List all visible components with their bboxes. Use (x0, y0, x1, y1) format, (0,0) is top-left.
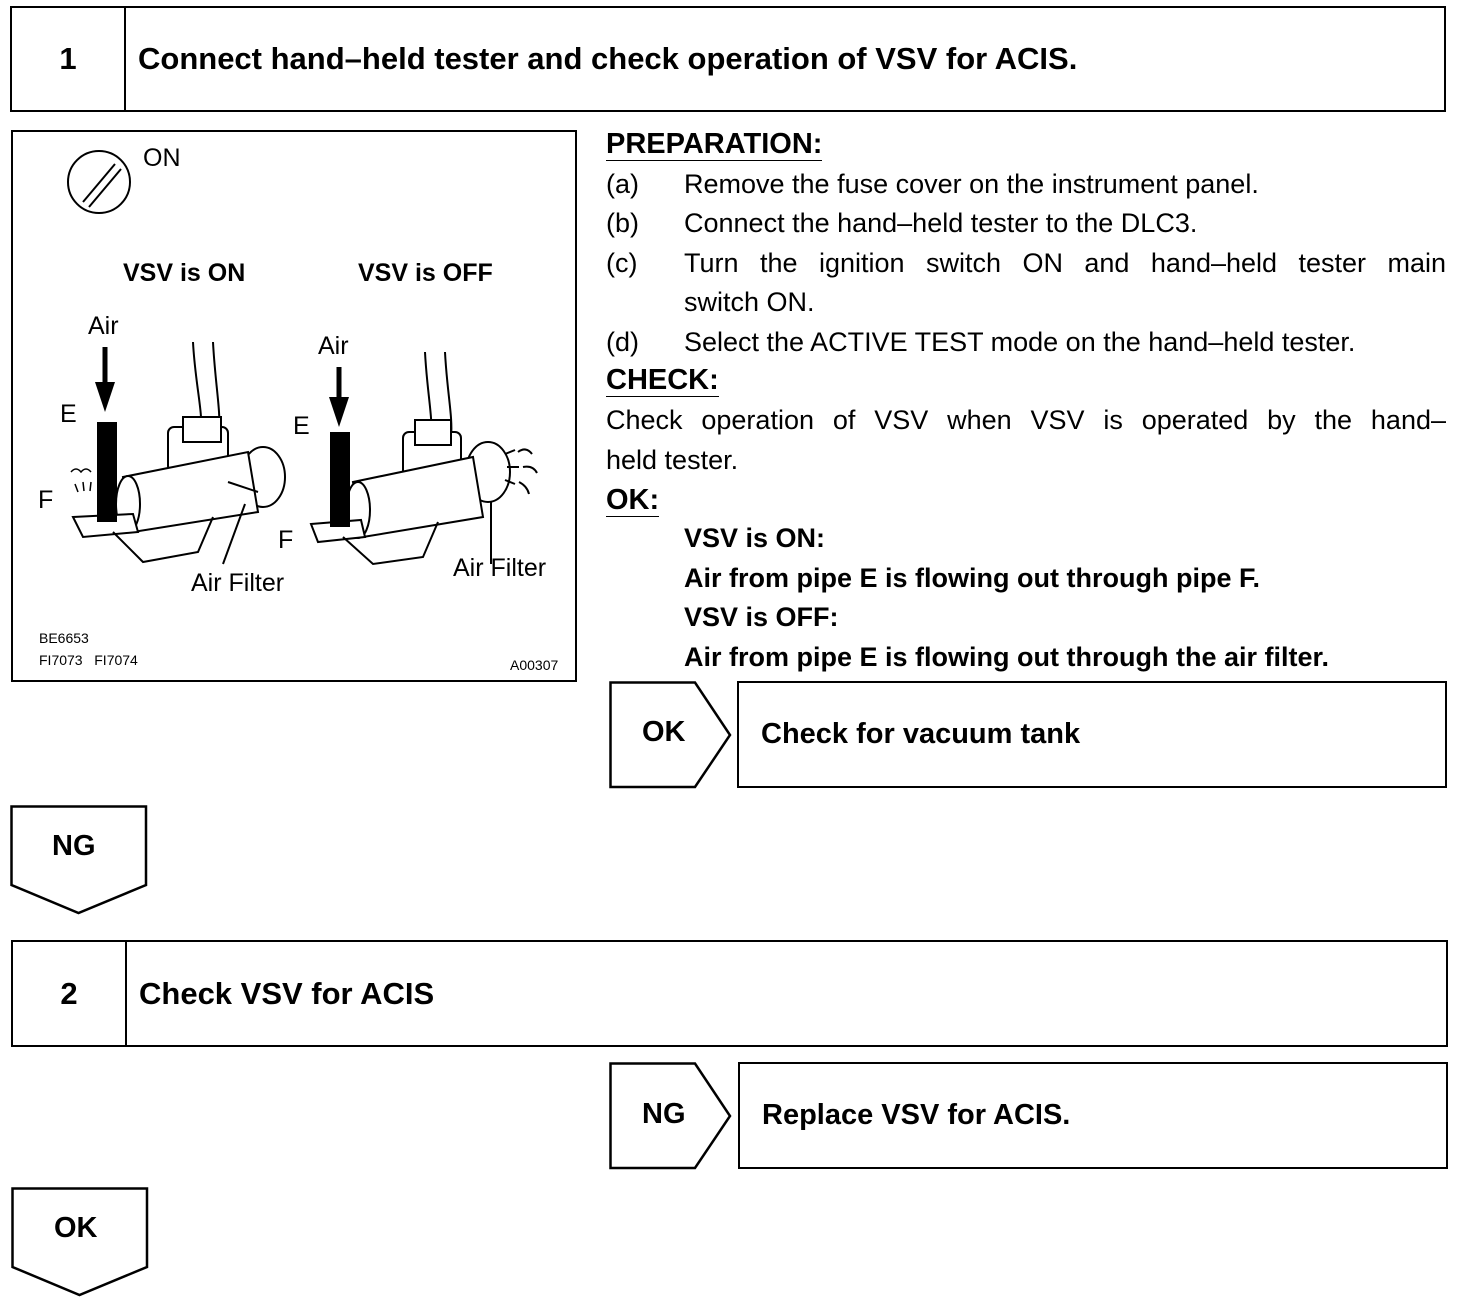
prep-mark-c: (c) (606, 248, 638, 278)
ok-line-2: Air from pipe E is flowing out through pipe F. (684, 563, 1260, 593)
vsv-illustration (11, 130, 577, 682)
step-1-number: 1 (12, 8, 126, 110)
prep-text-d: Select the ACTIVE TEST mode on the hand–held tester. (684, 327, 1356, 357)
ign-on-label: ON (143, 144, 181, 172)
check-text-line1: Check operation of VSV when VSV is operated by the hand– (606, 405, 1446, 435)
check-vacuum-tank-box: Check for vacuum tank (737, 681, 1447, 788)
flow1-ok-label: OK (642, 716, 686, 748)
left-air-label: Air (88, 312, 119, 340)
flow2-ok-label: OK (54, 1212, 98, 1244)
figure-code-2: FI7073 FI7074 (39, 652, 138, 668)
figure-code-1: BE6653 (39, 630, 89, 646)
replace-vsv-box: Replace VSV for ACIS. (738, 1062, 1448, 1169)
prep-mark-a: (a) (606, 169, 639, 199)
figure-code-3: A00307 (510, 657, 559, 673)
left-pipe-f-label: F (38, 486, 54, 514)
vsv-on-label: VSV is ON (123, 259, 246, 287)
check-text-line2: held tester. (606, 445, 739, 475)
ok-line-4: Air from pipe E is flowing out through the air filter. (684, 642, 1330, 672)
vsv-drawing (13, 132, 579, 684)
prep-mark-d: (d) (606, 327, 639, 357)
right-pipe-e-label: E (293, 412, 310, 440)
vsv-off-label: VSV is OFF (358, 259, 493, 287)
right-pipe-f-label: F (278, 526, 294, 554)
step-1-header (10, 6, 1446, 112)
left-air-filter-label: Air Filter (191, 569, 285, 597)
left-pipe-e-label: E (60, 400, 77, 428)
step-2-title: Check VSV for ACIS (139, 975, 435, 1011)
prep-text-a: Remove the fuse cover on the instrument panel. (684, 169, 1259, 199)
ok-line-1: VSV is ON: (684, 523, 826, 553)
right-air-filter-label: Air Filter (453, 554, 547, 582)
prep-mark-b: (b) (606, 208, 639, 238)
preparation-heading: PREPARATION: (606, 128, 823, 160)
flow1-ng-label: NG (52, 830, 96, 862)
prep-text-b: Connect the hand–held tester to the DLC3. (684, 208, 1198, 238)
step-2-number: 2 (13, 942, 127, 1045)
prep-text-c: Turn the ignition switch ON and hand–held tester main (684, 248, 1446, 278)
ok-heading: OK: (606, 484, 660, 516)
flow2-ng-label: NG (642, 1098, 686, 1130)
prep-text-c-cont: switch ON. (684, 287, 815, 317)
ok-line-3: VSV is OFF: (684, 602, 839, 632)
step-1-title: Connect hand–held tester and check operation of VSV for ACIS. (138, 41, 1078, 76)
step-2-header (11, 940, 1448, 1047)
right-air-label: Air (318, 332, 349, 360)
check-heading: CHECK: (606, 364, 719, 396)
